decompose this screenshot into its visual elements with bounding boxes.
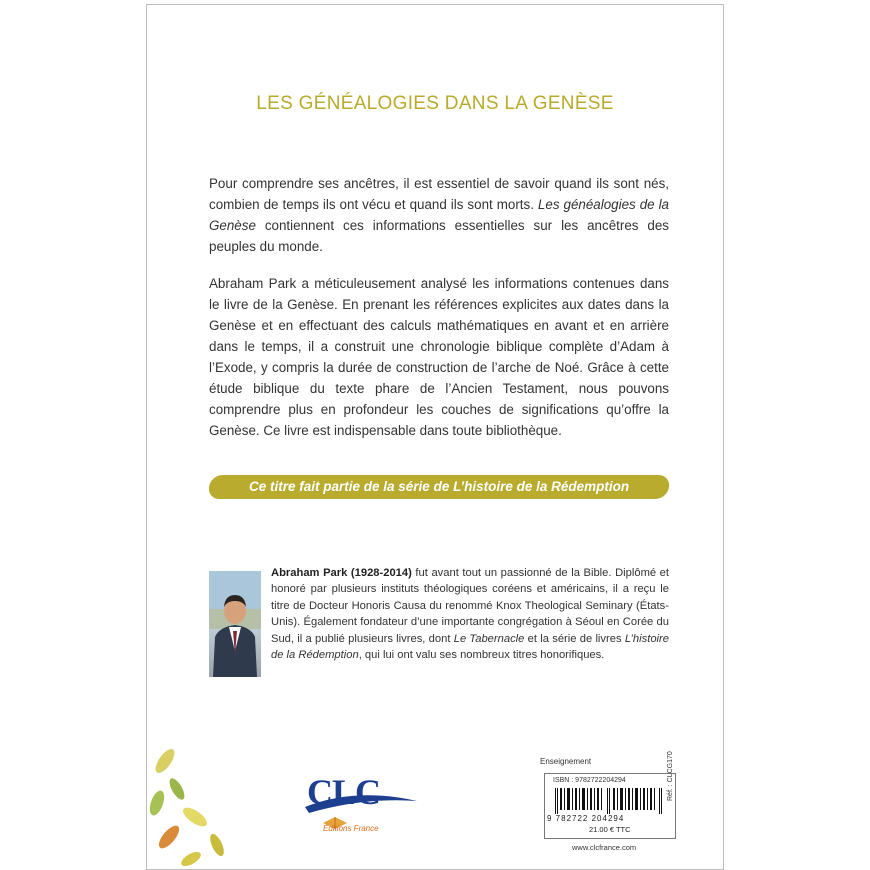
logo-text: CLC xyxy=(307,772,381,812)
author-name: Abraham Park (1928-2014) xyxy=(271,567,412,579)
bio-book-title-2: L’histoire de la Rédemption xyxy=(271,632,669,662)
author-photo xyxy=(209,571,261,677)
intro-book-title: Les généalogies de la Genèse xyxy=(209,197,670,233)
book-back-cover xyxy=(146,4,724,870)
intro-text-end: contiennent ces informations essentielles sur les ancêtres des peuples du monde. xyxy=(209,218,669,254)
series-banner xyxy=(207,475,670,499)
logo-subtitle: Éditions France xyxy=(323,824,379,833)
isbn-label: ISBN : 9782722204294 xyxy=(553,777,626,784)
book-title: LES GÉNÉALOGIES DANS LA GENÈSE xyxy=(256,93,614,114)
bio-text-1: fut avant tout un passionné de la Bible. Diplômé et honoré par plusieurs instituts théologiques coréens et américains, il a reçu le titre de Docteur Honoris Causa du renommé Knox Theological Seminary (États-Unis). Également fondateur d’une importante congrégation à Séoul en Corée du Sud, il a publié plusieurs livres, dont xyxy=(271,567,670,645)
bio-book-title-1: Le Tabernacle xyxy=(453,632,525,645)
description-paragraph: Abraham Park a méticuleusement analysé les informations contenues dans le livre de la Genèse. En prenant les références explicites aux dates dans la Genèse et en effectuant des calculs mathématiques en avant et en arrière dans le temps, il a construit une chronologie biblique complète d’Adam à l’Exode, y compris la durée de construction de l’arche de Noé. Grâce à cette étude biblique du texte phare de l’Ancien Testament, nous pouvons comprendre plus en profondeur les couches de significations qu’offre la Genèse. Ce livre est indispensable dans toute bibliothèque. xyxy=(209,276,669,438)
price-label: 21.00 € TTC xyxy=(589,825,631,834)
author-bio xyxy=(271,565,669,663)
bio-text-3: , qui lui ont valu ses nombreux titres honorifiques. xyxy=(358,649,605,662)
intro-text-start: Pour comprendre ses ancêtres, il est essentiel de savoir quand ils sont nés, combien de temps ils ont vécu et quand ils sont morts. xyxy=(209,176,669,212)
series-banner-text: Ce titre fait partie de la série de L’histoire de la Rédemption xyxy=(248,479,630,494)
barcode-digits: 9 782722 204294 xyxy=(547,814,625,823)
barcode-box xyxy=(544,773,676,839)
website-label: www.clcfrance.com xyxy=(572,843,637,852)
intro-paragraph xyxy=(209,173,669,257)
barcode xyxy=(553,788,665,814)
publisher-logo xyxy=(295,767,425,847)
reference-label: Réf. : CLCG170 xyxy=(667,751,674,801)
category-label: Enseignement xyxy=(540,757,592,766)
bio-text-2: et la série de livres xyxy=(524,632,625,645)
decorative-leaves xyxy=(147,745,257,870)
